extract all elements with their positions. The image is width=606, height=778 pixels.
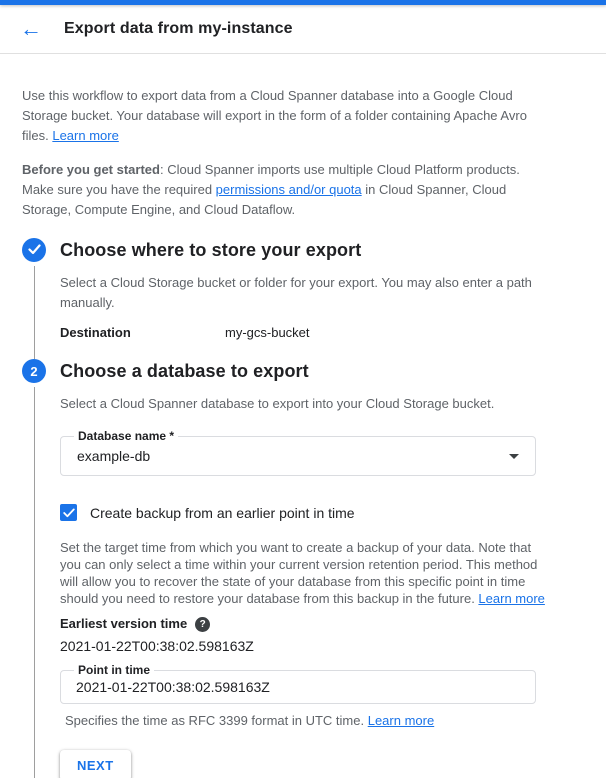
next-button[interactable]: NEXT xyxy=(60,750,131,778)
before-you-start-text1: : Cloud Spanner imports use multiple Cloud Platform products. Make sure you have the required xyxy=(22,162,520,197)
step-connector-line xyxy=(34,266,35,359)
top-accent-bar xyxy=(0,0,606,5)
learn-more-link-helper[interactable]: Learn more xyxy=(367,713,435,728)
point-in-time-label: Point in time xyxy=(74,663,154,678)
database-name-label: Database name * xyxy=(74,429,178,444)
step-2-content xyxy=(46,359,556,778)
step-1-completed-badge xyxy=(22,238,46,262)
intro-paragraph xyxy=(22,86,544,146)
step-2 xyxy=(22,359,556,778)
intro-text: Use this workflow to export data from a Cloud Spanner database into a Google Cloud Storage bucket. Your database will export in the form of a folder containing Apache Avro files. xyxy=(22,88,527,143)
helper-text: Specifies the time as RFC 3399 format in UTC time. xyxy=(65,713,368,728)
backup-checkbox-label[interactable]: Create backup from an earlier point in time xyxy=(90,504,355,521)
step-2-description: Select a Cloud Spanner database to export into your Cloud Storage bucket. xyxy=(60,396,495,411)
point-in-time-helper xyxy=(60,712,556,730)
earliest-version-row xyxy=(60,614,556,634)
page-title: Export data from my-instance xyxy=(64,20,293,37)
permissions-quota-link[interactable]: permissions and/or quota xyxy=(215,182,362,197)
stepper xyxy=(22,238,556,778)
step-2-rail xyxy=(22,359,46,778)
step-1 xyxy=(22,238,556,359)
step-2-number: 2 xyxy=(30,363,38,379)
database-name-value: example-db xyxy=(77,448,151,464)
before-you-start-text2: in Cloud Spanner, Cloud Storage, Compute Engine, and Cloud Dataflow. xyxy=(22,182,507,217)
backup-checkbox-row[interactable] xyxy=(60,504,556,521)
step-1-rail xyxy=(22,238,46,359)
earliest-version-label: Earliest version time xyxy=(60,616,188,631)
step-1-title[interactable]: Choose where to store your export xyxy=(60,240,362,260)
checkbox-checked-icon[interactable] xyxy=(60,504,77,521)
arrow-back-icon[interactable]: ← xyxy=(20,16,42,41)
backup-description xyxy=(60,539,552,607)
destination-row xyxy=(60,323,556,343)
backup-description-text: Set the target time from which you want to create a backup of your data. Note that you can only select a time within your current version retention period. This method will allow you to recover the state of your database from this specific point in time should you need to restore your database from this backup in the future. xyxy=(60,540,538,606)
learn-more-link-intro[interactable]: Learn more xyxy=(52,128,119,143)
point-in-time-field xyxy=(60,663,536,704)
destination-label: Destination xyxy=(60,325,131,340)
page-header xyxy=(0,5,606,54)
step-1-content xyxy=(46,238,556,359)
learn-more-link-backup[interactable]: Learn more xyxy=(478,591,545,606)
step-2-number-badge xyxy=(22,359,46,383)
before-you-start-paragraph xyxy=(22,160,544,220)
check-icon xyxy=(28,243,41,258)
step-connector-line xyxy=(34,387,35,778)
step-1-description: Select a Cloud Storage bucket or folder for your export. You may also enter a path manually. xyxy=(60,275,532,310)
step-2-title: Choose a database to export xyxy=(60,361,309,381)
help-icon[interactable]: ? xyxy=(195,617,210,632)
destination-value: my-gcs-bucket xyxy=(225,325,310,340)
before-you-start-bold: Before you get started xyxy=(22,162,160,177)
dropdown-arrow-icon xyxy=(509,454,519,459)
earliest-version-value: 2021-01-22T00:38:02.598163Z xyxy=(60,638,254,654)
main-content xyxy=(0,54,606,778)
database-name-select[interactable] xyxy=(60,429,536,476)
